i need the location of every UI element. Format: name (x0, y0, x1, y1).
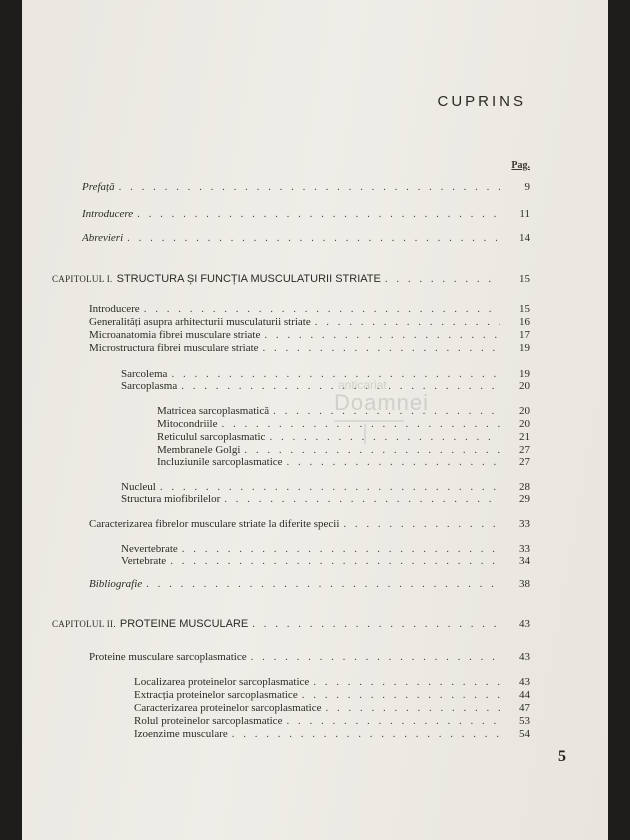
page-number: 5 (558, 748, 566, 765)
toc-entry-page: 20 (519, 418, 530, 430)
leader-dots (170, 555, 500, 566)
toc-entry (134, 728, 530, 740)
toc-entry-page: 27 (519, 444, 530, 456)
toc-entry-page: 47 (519, 702, 530, 714)
toc-entry-title: Matricea sarcoplasmatică (157, 405, 270, 417)
toc-chapter-1 (52, 273, 530, 285)
toc-entry-title: Extracția proteinelor sarcoplasmatice (134, 689, 298, 701)
toc-entry-title: Izoenzime musculare (134, 728, 228, 740)
toc-entry-introducere (82, 208, 530, 220)
toc-entry-title: Generalități asupra arhitecturii musculaturii striate (89, 316, 311, 328)
leader-dots (182, 543, 500, 554)
toc-entry-page: 54 (519, 728, 530, 740)
leader-dots (302, 689, 500, 700)
toc-entry-page: 53 (519, 715, 530, 727)
toc-entry (134, 702, 530, 714)
watermark-tick (364, 424, 366, 444)
leader-dots (119, 181, 500, 192)
toc-entry (89, 303, 530, 315)
toc-entry-title: Reticulul sarcoplasmatic (157, 431, 266, 443)
toc-entry-page: 34 (519, 555, 530, 567)
toc-entry-title: Caracterizarea fibrelor musculare striate la diferite specii (89, 518, 340, 530)
toc-entry (121, 555, 530, 567)
toc-entry-title: Proteine musculare sarcoplasmatice (89, 651, 247, 663)
toc-entry-title: Localizarea proteinelor sarcoplasmatice (134, 676, 310, 688)
toc-entry-title: Abrevieri (82, 232, 124, 244)
chapter-label: CAPITOLUL I. (52, 274, 113, 284)
toc-entry-title: Prefață (82, 181, 115, 193)
book-page (22, 0, 608, 840)
watermark-logo (320, 378, 430, 460)
page-title: CUPRINS (437, 93, 526, 110)
toc-entry-title: Sarcolema (121, 368, 168, 380)
leader-dots (232, 728, 500, 739)
toc-entry-prefata (82, 181, 530, 193)
toc-entry (134, 689, 530, 701)
toc-entry-title: Microanatomia fibrei musculare striate (89, 329, 261, 341)
toc-entry-page: 27 (519, 456, 530, 468)
toc-entry (89, 518, 530, 530)
toc-entry-title: Nevertebrate (121, 543, 178, 555)
chapter-label: CAPITOLUL II. (52, 619, 116, 629)
toc-entry-page: 43 (519, 676, 530, 688)
toc-entry-title: Sarcoplasma (121, 380, 178, 392)
toc-entry-title: Introducere (89, 303, 140, 315)
leader-dots (385, 273, 500, 284)
toc-entry-title: Structura miofibrilelor (121, 493, 221, 505)
toc-entry (121, 493, 530, 505)
leader-dots (146, 578, 500, 589)
page-column-header: Pag. (511, 160, 530, 171)
leader-dots (313, 676, 500, 687)
toc-entry-title: Mitocondriile (157, 418, 218, 430)
chapter-page: 15 (519, 273, 530, 285)
toc-entry-page: 33 (519, 518, 530, 530)
leader-dots (160, 481, 500, 492)
toc-entry-page: 11 (519, 208, 530, 220)
toc-entry-page: 16 (519, 316, 530, 328)
toc-entry-title: Introducere (82, 208, 134, 220)
toc-entry-page: 20 (519, 405, 530, 417)
toc-entry-page: 28 (519, 481, 530, 493)
toc-entry-page: 38 (519, 578, 530, 590)
toc-entry-title: Nucleul (121, 481, 156, 493)
toc-entry (89, 342, 530, 354)
toc-chapter-2 (52, 618, 530, 630)
toc-entry-page: 19 (519, 368, 530, 380)
toc-entry-bibliografie (89, 578, 530, 590)
toc-entry (89, 316, 530, 328)
leader-dots (137, 208, 500, 219)
leader-dots (251, 651, 500, 662)
toc-entry (89, 651, 530, 663)
watermark-top-text: anticariat (338, 378, 387, 392)
toc-entry-page: 21 (519, 431, 530, 443)
toc-entry-title: Bibliografie (89, 578, 143, 590)
chapter-title: STRUCTURA ȘI FUNCȚIA MUSCULATURII STRIATE (116, 273, 381, 285)
toc-entry (121, 543, 530, 555)
toc-entry-page: 20 (519, 380, 530, 392)
leader-dots (343, 518, 500, 529)
leader-dots (286, 715, 500, 726)
toc-entry-abrevieri (82, 232, 530, 244)
toc-entry-title: Rolul proteinelor sarcoplasmatice (134, 715, 283, 727)
toc-entry-page: 14 (519, 232, 530, 244)
toc-entry-title: Vertebrate (121, 555, 167, 567)
toc-entry (89, 329, 530, 341)
leader-dots (263, 342, 500, 353)
toc-entry-page: 43 (519, 651, 530, 663)
chapter-page: 43 (519, 618, 530, 630)
leader-dots (326, 702, 501, 713)
toc-entry-page: 17 (519, 329, 530, 341)
toc-entry-page: 15 (519, 303, 530, 315)
leader-dots (127, 232, 500, 243)
chapter-title: PROTEINE MUSCULARE (119, 618, 249, 630)
leader-dots (252, 618, 500, 629)
toc-entry-page: 29 (519, 493, 530, 505)
watermark-main-text: Doamnei (334, 390, 430, 415)
leader-dots (224, 493, 500, 504)
toc-entry-page: 19 (519, 342, 530, 354)
toc-entry-title: Microstructura fibrei musculare striate (89, 342, 259, 354)
leader-dots (315, 316, 500, 327)
leader-dots (144, 303, 500, 314)
toc-entry-page: 33 (519, 543, 530, 555)
toc-entry (121, 481, 530, 493)
toc-entry-page: 9 (524, 181, 530, 193)
toc-entry-title: Membranele Golgi (157, 444, 241, 456)
watermark-underline (334, 420, 404, 422)
toc-entry-page: 44 (519, 689, 530, 701)
toc-entry (134, 715, 530, 727)
toc-entry-title: Caracterizarea proteinelor sarcoplasmatice (134, 702, 322, 714)
toc-entry-title: Incluziunile sarcoplasmatice (157, 456, 283, 468)
leader-dots (264, 329, 500, 340)
toc-entry (134, 676, 530, 688)
